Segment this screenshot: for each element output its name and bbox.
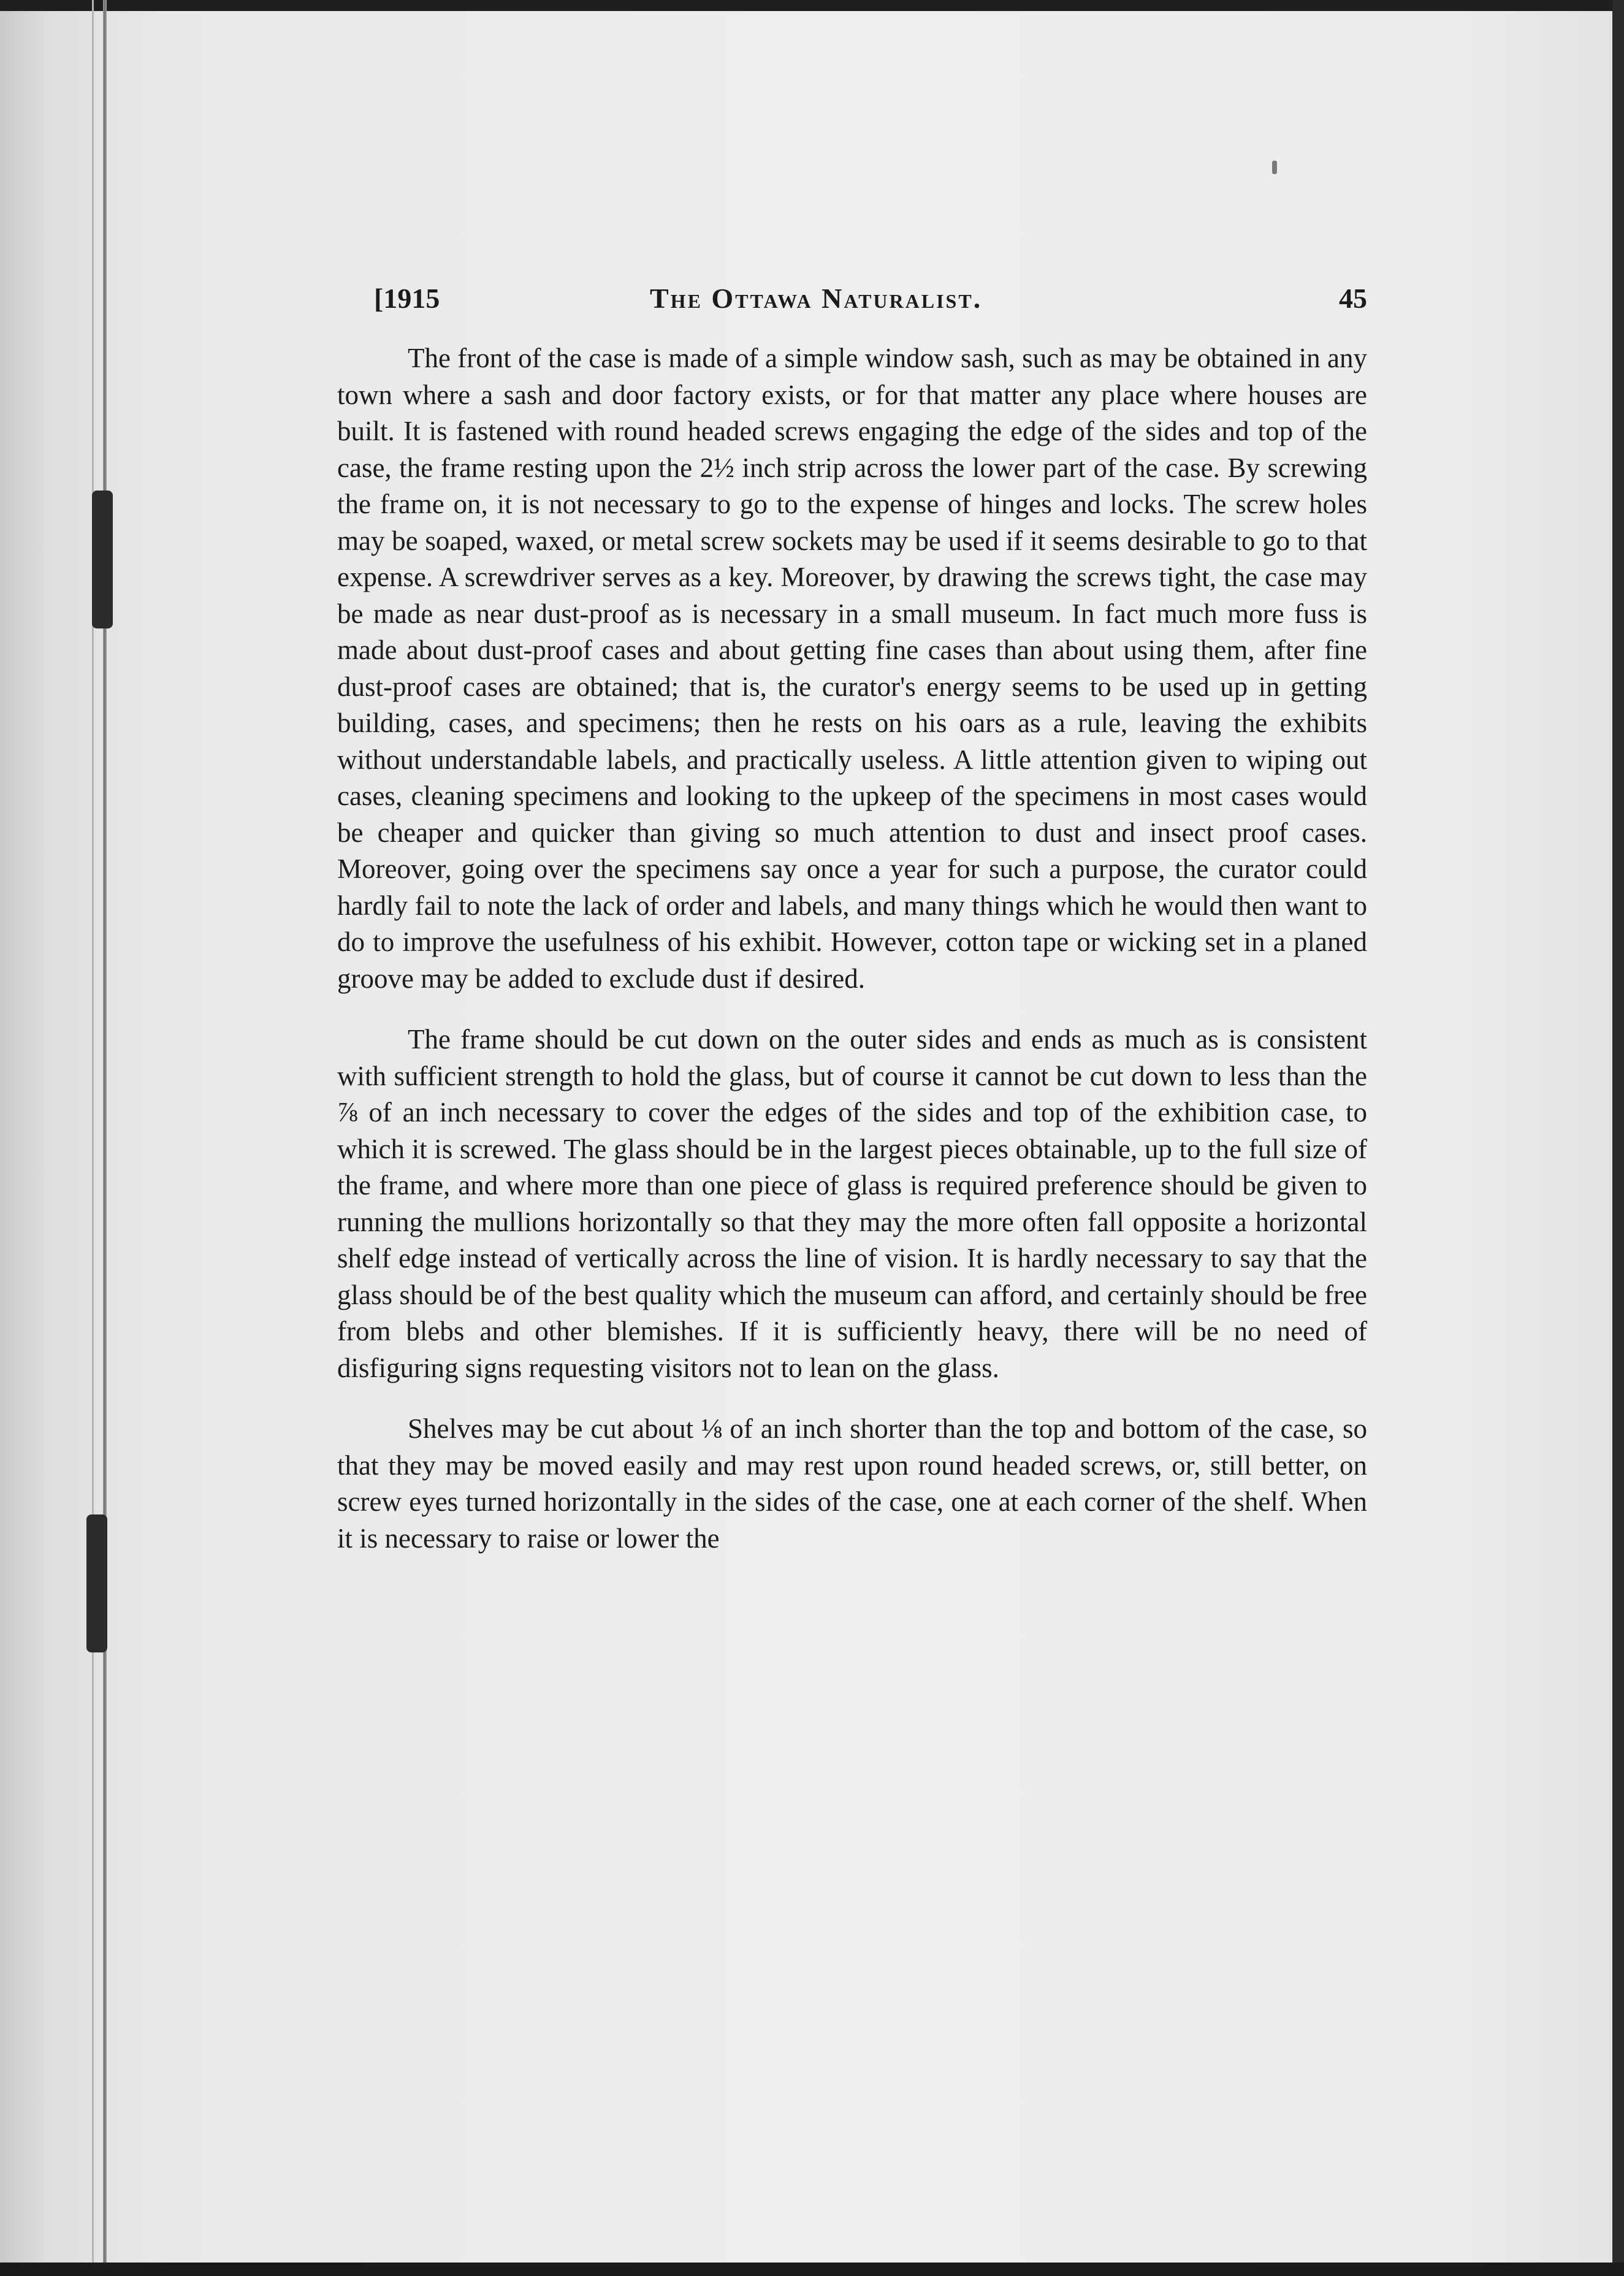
scan-top-edge	[0, 0, 1624, 11]
binding-clip-mark	[86, 1514, 107, 1652]
paragraph: The front of the case is made of a simple window sash, such as may be obtained in any town where a sash and door factory exists, or for that matter any place where houses are built. It is fastened with round headed screws engaging the edge of the sides and top of the case, the frame resting upon the 2½ inch strip across the lower part of the case. By screwing the frame on, it is not necessary to go to the expense of hinges and locks. The screw holes may be soaped, waxed, or metal screw sockets may be used if it seems desirable to go to that expense. A screwdriver serves as a key. Moreover, by drawing the screws tight, the case may be made as near dust-proof as is necessary in a small museum. In fact much more fuss is made about dust-proof cases and about getting fine cases than about using them, after fine dust-proof cases are obtained; that is, the curator's energy seems to be used up in getting building, cases, and specimens; then he rests on his oars as a rule, leaving the exhibits without understandable labels, and practically useless. A little attention given to wiping out cases, cleaning specimens and looking to the upkeep of the specimens in most cases would be cheaper and quicker than giving so much attention to dust and insect proof cases. Moreover, going over the specimens say once a year for such a purpose, the curator could hardly fail to note the lack of order and labels, and many things which he would then want to do to improve the usefulness of his exhibit. However, cotton tape or wicking set in a planed groove may be added to exclude dust if desired.	[337, 343, 1367, 994]
scan-bottom-edge	[0, 2263, 1624, 2276]
header-year: [1915	[374, 283, 440, 314]
page-number: 45	[1339, 283, 1367, 314]
running-header	[374, 270, 1367, 319]
scan-speck	[1272, 161, 1277, 174]
gutter-shadow	[92, 0, 94, 2276]
paragraph: Shelves may be cut about ⅛ of an inch shorter than the top and bottom of the case, so that they may be moved easily and may rest upon round headed screws, or, still better, on screw eyes turned horizontally in the sides of the case, one at each corner of the shelf. When it is necessary to raise or lower the	[337, 1413, 1367, 1554]
article-body	[337, 340, 1367, 1581]
paragraph: The frame should be cut down on the outer sides and ends as much as is consistent with sufficient strength to hold the glass, but of course it cannot be cut down to less than the ⅞ of an inch necessary to cover the edges of the sides and top of the exhibition case, to which it is screwed. The glass should be in the largest pieces obtainable, up to the full size of the frame, and where more than one piece of glass is required preference should be given to running the mullions horizontally so that they may the more often fall opposite a horizontal shelf edge instead of vertically across the line of vision. It is hardly necessary to say that the glass should be of the best quality which the museum can afford, and certainly should be free from blebs and other blemishes. If it is sufficiently heavy, there will be no need of disfiguring signs requesting visitors not to lean on the glass.	[337, 1024, 1367, 1383]
binding-clip-mark	[92, 491, 113, 628]
header-journal-title: The Ottawa Naturalist.	[650, 283, 983, 314]
scan-right-edge	[1612, 0, 1624, 2276]
binding-gutter	[103, 0, 107, 2276]
